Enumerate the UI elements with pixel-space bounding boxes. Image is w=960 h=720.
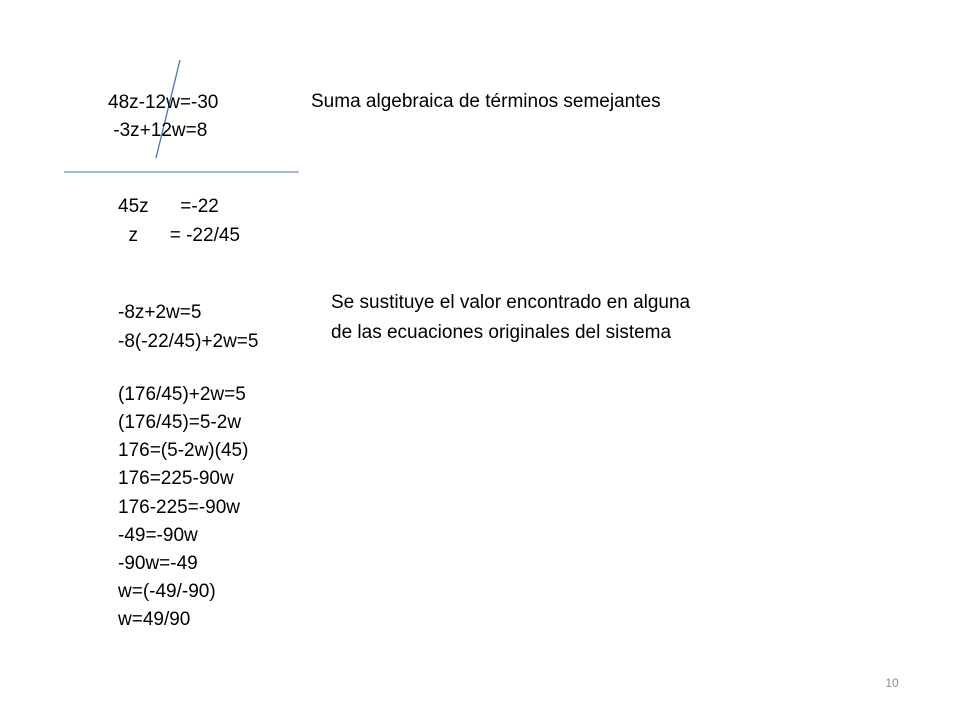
equation-1: 48z-12w=-30	[108, 92, 219, 113]
z-result: z = -22/45	[118, 225, 240, 246]
solving-step-3: 176=(5-2w)(45)	[118, 440, 249, 461]
substitution-line-2: -8(-22/45)+2w=5	[118, 331, 259, 352]
sum-result: 45z =-22	[118, 196, 219, 217]
note-substitution-line-2: de las ecuaciones originales del sistema	[331, 322, 672, 343]
solving-step-7: -90w=-49	[118, 553, 198, 574]
solving-step-5: 176-225=-90w	[118, 497, 241, 518]
solving-step-6: -49=-90w	[118, 525, 198, 546]
solving-step-4: 176=225-90w	[118, 468, 234, 489]
solving-step-9: w=49/90	[118, 609, 191, 630]
page-number: 10	[885, 676, 899, 690]
note-elimination: Suma algebraica de términos semejantes	[311, 91, 661, 112]
solving-step-2: (176/45)=5-2w	[118, 412, 242, 433]
note-substitution-line-1: Se sustituye el valor encontrado en alguna	[331, 292, 691, 313]
solving-step-1: (176/45)+2w=5	[118, 384, 246, 405]
solving-step-8: w=(-49/-90)	[118, 581, 216, 602]
substitution-line-1: -8z+2w=5	[118, 302, 202, 323]
equation-2: -3z+12w=8	[108, 120, 208, 141]
